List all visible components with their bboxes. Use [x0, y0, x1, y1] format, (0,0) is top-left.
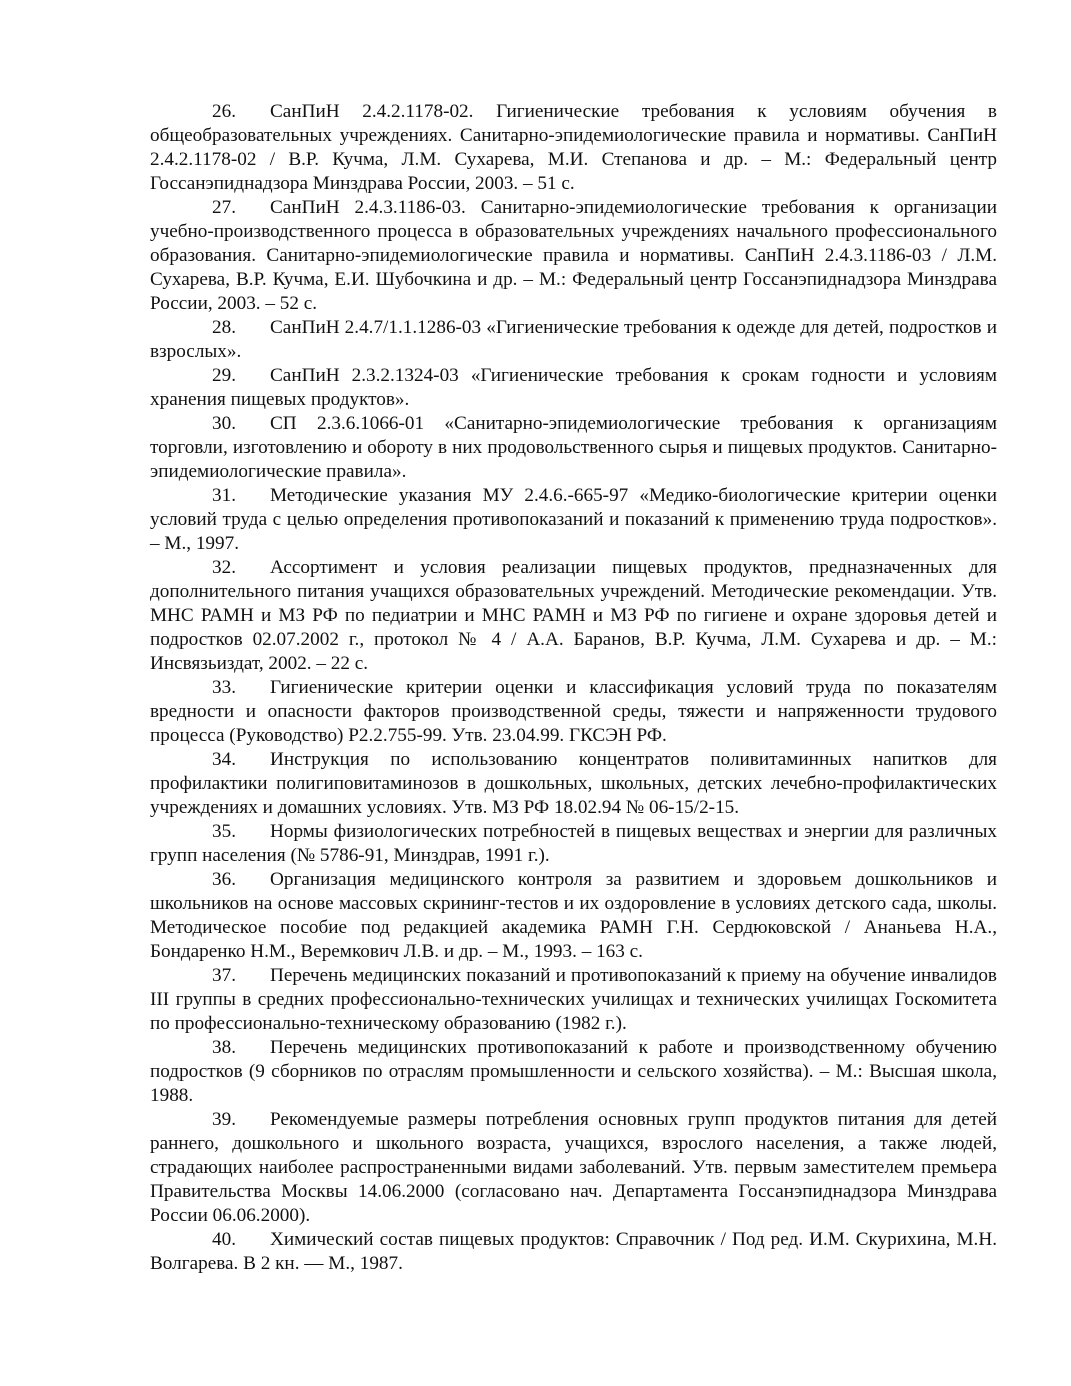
reference-number: 31. [212, 485, 236, 506]
reference-number: 29. [212, 365, 236, 386]
reference-number: 27. [212, 197, 236, 218]
reference-number: 26. [212, 101, 236, 122]
reference-number: 34. [212, 749, 236, 770]
reference-item [150, 868, 997, 964]
reference-text: СП 2.3.6.1066-01 «Санитарно-эпидемиологические требования к организациям торговли, изготовлению и обороту в них продовольственного сырья и пищевых продуктов. Санитарно-эпидемиологические правила». [150, 413, 997, 482]
reference-item [150, 676, 997, 748]
reference-item [150, 100, 997, 196]
reference-item [150, 364, 997, 412]
reference-text: Перечень медицинских противопоказаний к работе и производственному обучению подростков (9 сборников по отраслям промышленности и сельского хозяйства). – М.: Высшая школа, 1988. [150, 1037, 997, 1106]
reference-text: Химический состав пищевых продуктов: Справочник / Под ред. И.М. Скурихина, М.Н. Волгарева. В 2 кн. — М., 1987. [150, 1229, 997, 1274]
reference-text: Гигиенические критерии оценки и классификация условий труда по показателям вредности и опасности факторов производственной среды, тяжести и напряженности трудового процесса (Руководство) Р2.2.755-99. Утв. 23.04.99. ГКСЭН РФ. [150, 677, 997, 746]
reference-number: 40. [212, 1229, 236, 1250]
reference-text: СанПиН 2.4.3.1186-03. Санитарно-эпидемиологические требования к организации учебно-производственного процесса в образовательных учреждениях начального профессионального образования. Санитарно-эпидемиологические правила и нормативы. СанПиН 2.4.3.1186-03 / Л.М. Сухарева, В.Р. Кучма, Е.И. Шубочкина и др. – М.: Федеральный центр Госсанэпиднадзора Минздрава России, 2003. – 52 с. [150, 197, 997, 314]
reference-text: СанПиН 2.3.2.1324-03 «Гигиенические требования к срокам годности и условиям хранения пищевых продуктов». [150, 365, 997, 410]
reference-text: Организация медицинского контроля за развитием и здоровьем дошкольников и школьников на основе массовых скрининг-тестов и их оздоровление в условиях детского сада, школы. Методическое пособие под редакцией академика РАМН Г.Н. Сердюковской / Ананьева Н.А., Бондаренко Н.М., Веремкович Л.В. и др. – М., 1993. – 163 с. [150, 869, 997, 962]
reference-text: Ассортимент и условия реализации пищевых продуктов, предназначенных для дополнительного питания учащихся образовательных учреждений. Методические рекомендации. Утв. МНС РАМН и МЗ РФ по педиатрии и МНС РАМН и МЗ РФ по гигиене и охране здоровья детей и подростков 02.07.2002 г., протокол № 4 / А.А. Баранов, В.Р. Кучма, Л.М. Сухарева и др. – М.: Инсвязьиздат, 2002. – 22 с. [150, 557, 997, 674]
reference-number: 28. [212, 317, 236, 338]
reference-number: 36. [212, 869, 236, 890]
reference-item [150, 556, 997, 676]
reference-text: Методические указания МУ 2.4.6.-665-97 «Медико-биологические критерии оценки условий труда с целью определения противопоказаний и показаний к применению труда подростков». – М., 1997. [150, 485, 997, 554]
reference-number: 39. [212, 1109, 236, 1130]
reference-item [150, 1036, 997, 1108]
reference-text: Рекомендуемые размеры потребления основных групп продуктов питания для детей раннего, дошкольного и школьного возраста, учащихся, взрослого населения, а также людей, страдающих наиболее распространенными видами заболеваний. Утв. первым заместителем премьера Правительства Москвы 14.06.2000 (согласовано нач. Департамента Госсанэпиднадзора Минздрава России 06.06.2000). [150, 1109, 997, 1226]
reference-number: 35. [212, 821, 236, 842]
reference-item [150, 1228, 997, 1276]
reference-item [150, 820, 997, 868]
reference-text: СанПиН 2.4.2.1178-02. Гигиенические требования к условиям обучения в общеобразовательных учреждениях. Санитарно-эпидемиологические правила и нормативы. СанПиН 2.4.2.1178-02 / В.Р. Кучма, Л.М. Сухарева, М.И. Степанова и др. – М.: Федеральный центр Госсанэпиднадзора Минздрава России, 2003. – 51 с. [150, 101, 997, 194]
reference-list [150, 100, 997, 1276]
reference-item [150, 748, 997, 820]
reference-text: Нормы физиологических потребностей в пищевых веществах и энергии для различных групп населения (№ 5786-91, Минздрав, 1991 г.). [150, 821, 997, 866]
reference-item [150, 1108, 997, 1228]
reference-number: 33. [212, 677, 236, 698]
reference-item [150, 316, 997, 364]
reference-number: 30. [212, 413, 236, 434]
reference-number: 38. [212, 1037, 236, 1058]
reference-item [150, 484, 997, 556]
reference-item [150, 196, 997, 316]
reference-text: Инструкция по использованию концентратов поливитаминных напитков для профилактики полигиповитаминозов в дошкольных, школьных, детских лечебно-профилактических учреждениях и домашних условиях. Утв. МЗ РФ 18.02.94 № 06-15/2-15. [150, 749, 997, 818]
reference-text: Перечень медицинских показаний и противопоказаний к приему на обучение инвалидов III группы в средних профессионально-технических училищах и технических училищах Госкомитета по профессионально-техническому образованию (1982 г.). [150, 965, 997, 1034]
reference-item [150, 412, 997, 484]
reference-number: 37. [212, 965, 236, 986]
reference-item [150, 964, 997, 1036]
reference-number: 32. [212, 557, 236, 578]
reference-text: СанПиН 2.4.7/1.1.1286-03 «Гигиенические требования к одежде для детей, подростков и взрослых». [150, 317, 997, 362]
